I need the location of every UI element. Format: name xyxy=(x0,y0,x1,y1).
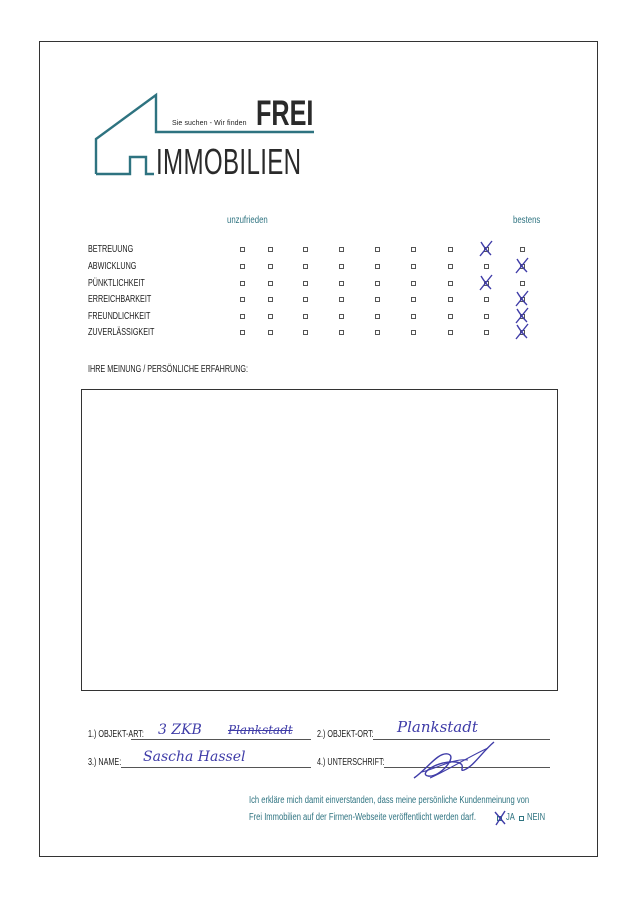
rating-checkbox[interactable] xyxy=(411,264,416,269)
rating-checkbox[interactable] xyxy=(375,297,380,302)
rating-checkbox[interactable] xyxy=(448,297,453,302)
rating-checkbox[interactable] xyxy=(411,281,416,286)
consent-yes-label: JA xyxy=(506,812,515,823)
opinion-textarea[interactable] xyxy=(81,389,558,691)
objekt-art-value[interactable]: 3 ZKB xyxy=(158,722,202,738)
consent-line-1: Ich erkläre mich damit einverstanden, dass meine persönliche Kundenmeinung von xyxy=(249,795,530,806)
rating-checkbox[interactable] xyxy=(520,281,525,286)
rating-checkbox[interactable] xyxy=(240,330,245,335)
rating-checkbox[interactable] xyxy=(411,330,416,335)
rating-checkbox[interactable] xyxy=(240,314,245,319)
rating-checkbox[interactable] xyxy=(240,281,245,286)
name-line xyxy=(121,767,311,768)
signature-icon[interactable] xyxy=(408,738,498,786)
rating-row-label: ABWICKLUNG xyxy=(88,261,137,272)
rating-checkbox[interactable] xyxy=(303,330,308,335)
rating-checkbox[interactable] xyxy=(448,330,453,335)
rating-checkbox[interactable] xyxy=(448,314,453,319)
rating-checkbox[interactable] xyxy=(303,247,308,252)
rating-checkbox[interactable] xyxy=(411,247,416,252)
rating-header-high: bestens xyxy=(513,215,541,226)
rating-checkbox[interactable] xyxy=(484,264,489,269)
rating-checkbox[interactable] xyxy=(448,264,453,269)
rating-checkbox[interactable] xyxy=(375,264,380,269)
rating-row-label: FREUNDLICHKEIT xyxy=(88,311,151,322)
rating-checkbox[interactable] xyxy=(375,330,380,335)
rating-checkbox[interactable] xyxy=(339,314,344,319)
rating-checkbox[interactable] xyxy=(303,314,308,319)
objekt-art-struck-value: Plankstadt xyxy=(228,723,293,737)
rating-cross-mark-icon xyxy=(514,289,530,307)
rating-checkbox[interactable] xyxy=(411,297,416,302)
name-value[interactable]: Sascha Hassel xyxy=(143,749,246,765)
rating-checkbox[interactable] xyxy=(375,281,380,286)
rating-checkbox[interactable] xyxy=(411,314,416,319)
unterschrift-label: 4.) UNTERSCHRIFT: xyxy=(317,757,385,768)
opinion-label: IHRE MEINUNG / PERSÖNLICHE ERFAHRUNG: xyxy=(88,364,249,375)
rating-checkbox[interactable] xyxy=(268,281,273,286)
rating-checkbox[interactable] xyxy=(339,297,344,302)
rating-cross-mark-icon xyxy=(478,239,494,257)
rating-checkbox[interactable] xyxy=(268,264,273,269)
rating-checkbox[interactable] xyxy=(375,314,380,319)
rating-row-label: BETREUUNG xyxy=(88,244,134,255)
company-logo xyxy=(92,92,322,184)
logo-brand-immobilien: IMMOBILIEN xyxy=(156,141,302,182)
rating-checkbox[interactable] xyxy=(339,247,344,252)
name-label: 3.) NAME: xyxy=(88,757,122,768)
logo-brand-frei: FREI xyxy=(256,94,314,133)
consent-no-checkbox[interactable] xyxy=(519,816,524,821)
rating-checkbox[interactable] xyxy=(339,281,344,286)
consent-no-label: NEIN xyxy=(527,812,546,823)
consent-line-2: Frei Immobilien auf der Firmen-Webseite veröffentlicht werden darf. xyxy=(249,812,476,823)
objekt-art-line xyxy=(131,739,311,740)
rating-checkbox[interactable] xyxy=(375,247,380,252)
consent-yes-cross-icon xyxy=(493,810,507,826)
rating-cross-mark-icon xyxy=(478,273,494,291)
rating-checkbox[interactable] xyxy=(448,247,453,252)
rating-checkbox[interactable] xyxy=(268,314,273,319)
rating-row-label: ZUVERLÄSSIGKEIT xyxy=(88,327,155,338)
objekt-ort-value[interactable]: Plankstadt xyxy=(397,718,478,736)
objekt-ort-label: 2.) OBJEKT-ORT: xyxy=(317,729,374,740)
rating-checkbox[interactable] xyxy=(240,247,245,252)
rating-checkbox[interactable] xyxy=(339,264,344,269)
rating-checkbox[interactable] xyxy=(303,297,308,302)
rating-checkbox[interactable] xyxy=(303,281,308,286)
rating-checkbox[interactable] xyxy=(268,297,273,302)
rating-checkbox[interactable] xyxy=(484,330,489,335)
rating-checkbox[interactable] xyxy=(268,330,273,335)
rating-checkbox[interactable] xyxy=(268,247,273,252)
rating-checkbox[interactable] xyxy=(303,264,308,269)
rating-checkbox[interactable] xyxy=(240,264,245,269)
rating-row-label: PÜNKTLICHKEIT xyxy=(88,278,145,289)
objekt-art-label: 1.) OBJEKT-ART: xyxy=(88,729,144,740)
logo-tagline: Sie suchen - Wir finden xyxy=(172,120,247,127)
rating-header-low: unzufrieden xyxy=(227,215,268,226)
rating-checkbox[interactable] xyxy=(240,297,245,302)
rating-checkbox[interactable] xyxy=(339,330,344,335)
rating-checkbox[interactable] xyxy=(484,297,489,302)
rating-row-label: ERREICHBARKEIT xyxy=(88,294,152,305)
rating-checkbox[interactable] xyxy=(520,247,525,252)
rating-cross-mark-icon xyxy=(514,256,530,274)
rating-checkbox[interactable] xyxy=(448,281,453,286)
rating-checkbox[interactable] xyxy=(484,314,489,319)
rating-cross-mark-icon xyxy=(514,322,530,340)
